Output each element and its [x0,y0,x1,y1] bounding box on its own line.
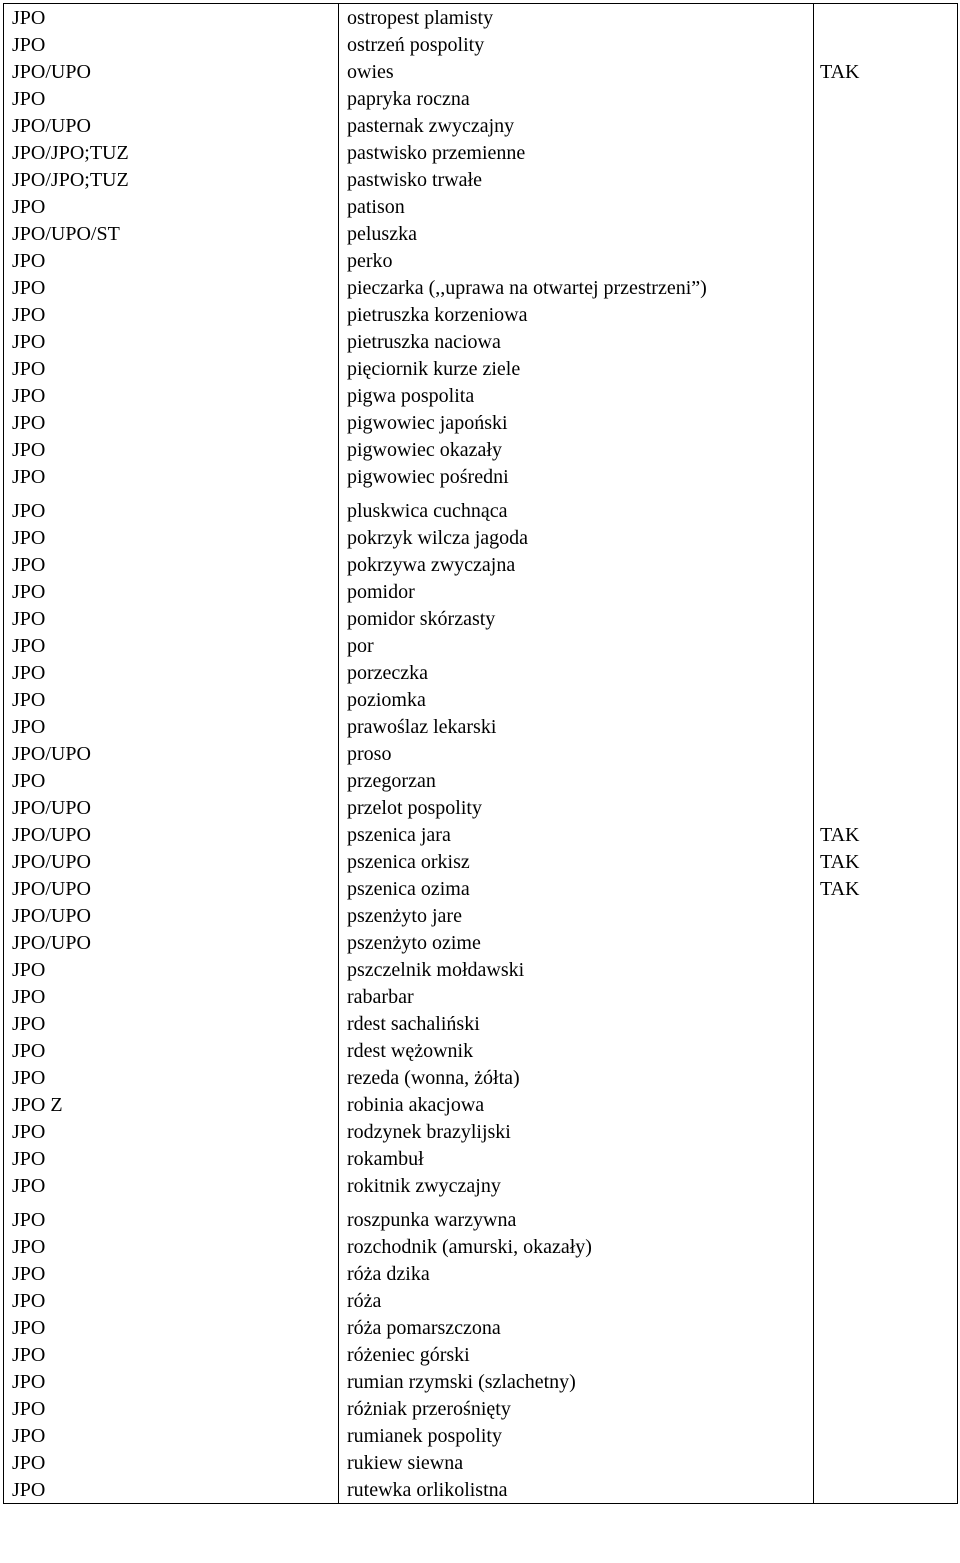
code-cell: JPO/UPO [4,58,339,85]
flag-cell [814,1422,958,1449]
flag-cell [814,632,958,659]
code-cell: JPO [4,490,339,524]
table-row [4,220,958,247]
flag-cell [814,983,958,1010]
flag-cell [814,1233,958,1260]
name-cell: pomidor skórzasty [339,605,814,632]
code-cell: JPO [4,247,339,274]
flag-cell [814,1118,958,1145]
name-cell: pietruszka korzeniowa [339,301,814,328]
flag-cell [814,193,958,220]
flag-cell [814,524,958,551]
code-cell: JPO [4,1064,339,1091]
table-row [4,274,958,301]
flag-cell [814,490,958,524]
code-cell: JPO/UPO [4,902,339,929]
flag-cell [814,1314,958,1341]
name-cell: porzeczka [339,659,814,686]
table-row [4,490,958,524]
flag-cell [814,85,958,112]
table-row [4,1476,958,1504]
flag-cell [814,112,958,139]
flag-cell [814,382,958,409]
code-cell: JPO [4,1368,339,1395]
table-row [4,1314,958,1341]
flag-cell [814,767,958,794]
code-cell: JPO [4,713,339,740]
code-cell: JPO [4,578,339,605]
table-row [4,1199,958,1233]
name-cell: różeniec górski [339,1341,814,1368]
code-cell: JPO [4,1422,339,1449]
code-cell: JPO Z [4,1091,339,1118]
name-cell: ostropest plamisty [339,4,814,32]
flag-cell [814,686,958,713]
name-cell: rokambuł [339,1145,814,1172]
flag-cell [814,1341,958,1368]
name-cell: rdest wężownik [339,1037,814,1064]
flag-cell: TAK [814,58,958,85]
table-row [4,112,958,139]
code-cell: JPO [4,1314,339,1341]
name-cell: rumianek pospolity [339,1422,814,1449]
name-cell: perko [339,247,814,274]
name-cell: pigwowiec japoński [339,409,814,436]
flag-cell [814,463,958,490]
code-cell: JPO [4,463,339,490]
flag-cell [814,929,958,956]
name-cell: pięciornik kurze ziele [339,355,814,382]
code-cell: JPO [4,686,339,713]
name-cell: rezeda (wonna, żółta) [339,1064,814,1091]
table-row [4,85,958,112]
code-cell: JPO [4,1145,339,1172]
table-row [4,956,958,983]
code-cell: JPO [4,1395,339,1422]
table-row [4,301,958,328]
name-cell: robinia akacjowa [339,1091,814,1118]
table-row [4,1091,958,1118]
table-row [4,139,958,166]
flag-cell [814,794,958,821]
name-cell: ostrzeń pospolity [339,31,814,58]
flag-cell [814,551,958,578]
table-row [4,902,958,929]
table-row [4,409,958,436]
table-row [4,247,958,274]
table-row [4,632,958,659]
code-cell: JPO/UPO [4,740,339,767]
flag-cell [814,4,958,32]
code-cell: JPO [4,382,339,409]
name-cell: przelot pospolity [339,794,814,821]
table-row [4,1341,958,1368]
table-row [4,1287,958,1314]
code-cell: JPO [4,31,339,58]
name-cell: pszenica ozima [339,875,814,902]
table-row [4,1368,958,1395]
flag-cell: TAK [814,848,958,875]
table-row [4,1010,958,1037]
code-cell: JPO/UPO [4,821,339,848]
table-row [4,1395,958,1422]
flag-cell [814,328,958,355]
table-row [4,605,958,632]
code-cell: JPO/UPO [4,929,339,956]
code-cell: JPO [4,1118,339,1145]
code-cell: JPO [4,1341,339,1368]
flag-cell [814,1010,958,1037]
table-row [4,328,958,355]
flag-cell [814,247,958,274]
code-cell: JPO [4,1199,339,1233]
table-row [4,875,958,902]
table-row [4,1172,958,1199]
table-row [4,1145,958,1172]
table-row [4,166,958,193]
flag-cell [814,31,958,58]
table-row [4,1118,958,1145]
table-row [4,929,958,956]
flag-cell [814,1368,958,1395]
table-row [4,463,958,490]
table-row [4,983,958,1010]
flag-cell [814,1091,958,1118]
flag-cell [814,1287,958,1314]
code-cell: JPO/JPO;TUZ [4,166,339,193]
name-cell: pszenżyto jare [339,902,814,929]
code-cell: JPO [4,767,339,794]
name-cell: pigwowiec pośredni [339,463,814,490]
code-cell: JPO [4,983,339,1010]
name-cell: różniak przerośnięty [339,1395,814,1422]
name-cell: pszenżyto ozime [339,929,814,956]
flag-cell [814,713,958,740]
table-row [4,821,958,848]
table-row [4,1422,958,1449]
flag-cell [814,1172,958,1199]
flag-cell [814,139,958,166]
table-row [4,551,958,578]
table-row [4,848,958,875]
name-cell: rukiew siewna [339,1449,814,1476]
flag-cell: TAK [814,821,958,848]
name-cell: roszpunka warzywna [339,1199,814,1233]
code-cell: JPO [4,956,339,983]
name-cell: przegorzan [339,767,814,794]
table-row [4,524,958,551]
name-cell: pokrzyk wilcza jagoda [339,524,814,551]
table-row [4,1233,958,1260]
flag-cell [814,166,958,193]
flag-cell [814,578,958,605]
name-cell: patison [339,193,814,220]
flag-cell [814,1395,958,1422]
name-cell: peluszka [339,220,814,247]
code-cell: JPO [4,4,339,32]
crop-table [3,3,958,1504]
name-cell: róża dzika [339,1260,814,1287]
name-cell: rokitnik zwyczajny [339,1172,814,1199]
flag-cell [814,605,958,632]
name-cell: pszczelnik mołdawski [339,956,814,983]
flag-cell [814,1064,958,1091]
code-cell: JPO [4,1010,339,1037]
name-cell: owies [339,58,814,85]
name-cell: pieczarka (,,uprawa na otwartej przestrzeni”) [339,274,814,301]
flag-cell [814,1476,958,1504]
table-row [4,1037,958,1064]
table-row [4,1449,958,1476]
table-row [4,382,958,409]
name-cell: róża pomarszczona [339,1314,814,1341]
name-cell: rutewka orlikolistna [339,1476,814,1504]
name-cell: prawoślaz lekarski [339,713,814,740]
code-cell: JPO [4,355,339,382]
name-cell: papryka roczna [339,85,814,112]
code-cell: JPO [4,85,339,112]
code-cell: JPO [4,1233,339,1260]
table-row [4,1064,958,1091]
table-row [4,355,958,382]
code-cell: JPO/UPO [4,848,339,875]
code-cell: JPO [4,193,339,220]
code-cell: JPO [4,1476,339,1504]
flag-cell [814,436,958,463]
flag-cell [814,1260,958,1287]
code-cell: JPO/UPO/ST [4,220,339,247]
code-cell: JPO [4,632,339,659]
code-cell: JPO [4,1172,339,1199]
flag-cell [814,1199,958,1233]
name-cell: pasternak zwyczajny [339,112,814,139]
code-cell: JPO [4,274,339,301]
code-cell: JPO [4,1287,339,1314]
flag-cell [814,274,958,301]
code-cell: JPO/UPO [4,875,339,902]
code-cell: JPO/JPO;TUZ [4,139,339,166]
crop-table-body [4,4,958,1504]
name-cell: pokrzywa zwyczajna [339,551,814,578]
name-cell: por [339,632,814,659]
table-row [4,767,958,794]
flag-cell [814,355,958,382]
table-row [4,578,958,605]
flag-cell [814,740,958,767]
code-cell: JPO [4,551,339,578]
table-row [4,740,958,767]
flag-cell [814,301,958,328]
name-cell: rumian rzymski (szlachetny) [339,1368,814,1395]
code-cell: JPO [4,328,339,355]
table-row [4,686,958,713]
name-cell: proso [339,740,814,767]
table-row [4,659,958,686]
table-row [4,713,958,740]
flag-cell [814,659,958,686]
code-cell: JPO [4,605,339,632]
table-row [4,4,958,32]
flag-cell [814,220,958,247]
flag-cell [814,409,958,436]
code-cell: JPO [4,1260,339,1287]
name-cell: pszenica orkisz [339,848,814,875]
table-row [4,794,958,821]
code-cell: JPO [4,1037,339,1064]
code-cell: JPO [4,409,339,436]
flag-cell [814,1449,958,1476]
code-cell: JPO/UPO [4,794,339,821]
name-cell: pluskwica cuchnąca [339,490,814,524]
flag-cell [814,956,958,983]
name-cell: pomidor [339,578,814,605]
code-cell: JPO/UPO [4,112,339,139]
table-row [4,58,958,85]
flag-cell [814,1037,958,1064]
flag-cell: TAK [814,875,958,902]
name-cell: rdest sachaliński [339,1010,814,1037]
name-cell: poziomka [339,686,814,713]
name-cell: róża [339,1287,814,1314]
name-cell: pszenica jara [339,821,814,848]
table-row [4,1260,958,1287]
table-row [4,31,958,58]
name-cell: rozchodnik (amurski, okazały) [339,1233,814,1260]
code-cell: JPO [4,659,339,686]
flag-cell [814,902,958,929]
flag-cell [814,1145,958,1172]
name-cell: pigwowiec okazały [339,436,814,463]
name-cell: rodzynek brazylijski [339,1118,814,1145]
table-row [4,193,958,220]
name-cell: pietruszka naciowa [339,328,814,355]
code-cell: JPO [4,524,339,551]
code-cell: JPO [4,301,339,328]
table-row [4,436,958,463]
name-cell: rabarbar [339,983,814,1010]
name-cell: pastwisko trwałe [339,166,814,193]
code-cell: JPO [4,1449,339,1476]
name-cell: pigwa pospolita [339,382,814,409]
name-cell: pastwisko przemienne [339,139,814,166]
code-cell: JPO [4,436,339,463]
